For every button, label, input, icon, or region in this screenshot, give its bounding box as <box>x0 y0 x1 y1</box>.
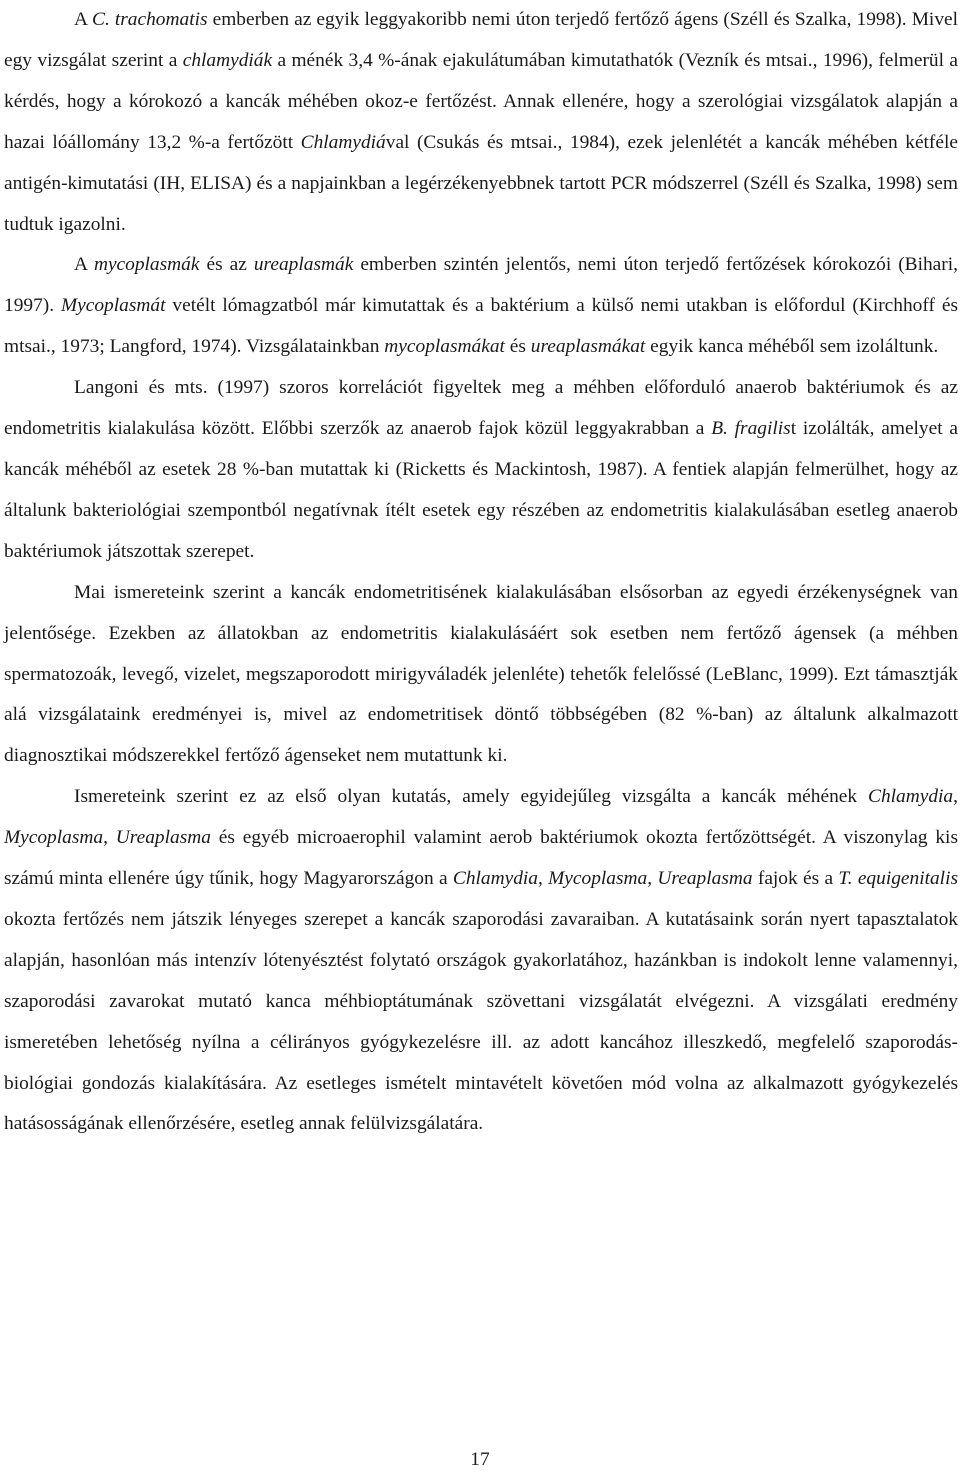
text-run: fajok és a <box>752 868 839 890</box>
text-run: , <box>538 868 549 890</box>
text-run: és az <box>199 254 254 276</box>
text-run: A <box>74 254 94 276</box>
italic-text-run: mycoplasmákat <box>384 336 505 358</box>
italic-text-run: Chlamydia <box>452 868 538 890</box>
text-run: egyik kanca méhéből sem izoláltunk. <box>645 336 939 358</box>
italic-text-run: ureaplasmák <box>253 254 354 276</box>
italic-text-run: mycoplasmák <box>93 254 200 276</box>
italic-text-run: T. equigenitalis <box>838 868 959 890</box>
text-run: Ismereteink szerint ez az első olyan kutatás, amely egyidejűleg vizsgálta a kancák méhének <box>74 786 869 808</box>
text-run: , <box>103 827 116 849</box>
text-run: és egyéb microaerophil valamint aerob baktériumok okozta fertőzöttségét. A viszonylag kis számú minta ellenére úgy tűnik, hogy Magyarországon a <box>4 827 958 890</box>
text-run: t izolálták, amelyet a kancák méhéből az esetek 28 %-ban mutattak ki (Ricketts és Mackintosh, 1987). A fentiek alapján felmerülhet, hogy az általunk bakteriológiai szempontból negatívnak ítélt esetek egy részében az endometritis kialakulásában esetleg anaerob baktériumok játszottak szerepet. <box>4 418 959 562</box>
italic-text-run: Mycoplasmát <box>61 295 166 317</box>
paragraph <box>4 777 958 1145</box>
italic-text-run: ureaplasmákat <box>530 336 646 358</box>
italic-text-run: Mycoplasma <box>4 827 104 849</box>
text-run: és <box>504 336 531 358</box>
text-run: emberben szintén jelentős, nemi úton terjedő fertőzések kórokozói (Bihari, 1997). <box>4 254 958 317</box>
text-run: val (Csukás és mtsai., 1984), ezek jelenlétét a kancák méhében kétféle antigén-kimutatási (IH, ELISA) és a napjainkban a legérzékenyebbnek tartott PCR módszerrel (Széll és Szalka, 1998) sem tudtuk igazolni. <box>4 131 958 235</box>
italic-text-run: C. trachomatis <box>92 9 208 30</box>
text-run: a ménék 3,4 %-ának ejakulátumában kimutathatók (Vezník és mtsai., 1996), felmerül a kérdés, hogy a kórokozó a kancák méhében okoz-e fertőzést. Annak ellenére, hogy a szerológiai vizsgálatok alapján a hazai lóállomány 13,2 %-a fertőzött <box>4 49 958 153</box>
text-run: A <box>74 9 93 30</box>
body-text <box>4 0 958 1145</box>
text-run: vetélt lómagzatból már kimutattak és a baktérium a külső nemi utakban is előfordul (Kirchhoff és mtsai., 1973; Langford, 1974). Vizsgálatainkban <box>4 295 958 358</box>
italic-text-run: Ureaplasma <box>657 868 753 890</box>
text-run: , <box>953 786 958 808</box>
italic-text-run: chlamydiák <box>182 49 273 71</box>
text-run: okozta fertőzés nem játszik lényeges szerepet a kancák szaporodási zavaraiban. A kutatásaink során nyert tapasztalatok alapján, hasonlóan más intenzív lótenyésztést folytató országok gyakorlatához, hazánkban is indokolt lenne valamennyi, szaporodási zavarokat mutató kanca méhbioptátumának szövettani vizsgálatát elvégezni. A vizsgálati eredmény ismeretében lehetőség nyílna a célirányos gyógykezelésre ill. az adott kancához illeszkedő, megfelelő szaporodás-biológiai gondozás kialakítására. Az esetleges ismételt mintavételt követően mód volna az alkalmazott gyógykezelés hatásosságának ellenőrzésére, esetleg annak felülvizsgálatára. <box>4 908 958 1135</box>
paragraph <box>4 368 958 573</box>
text-run: , <box>647 868 658 890</box>
paragraph <box>4 245 958 368</box>
paragraph <box>4 573 958 778</box>
italic-text-run: B. fragilis <box>711 418 791 440</box>
italic-text-run: Mycoplasma <box>548 868 648 890</box>
italic-text-run: Chlamydia <box>868 786 954 808</box>
italic-text-run: Ureaplasma <box>115 827 211 849</box>
italic-text-run: Chlamydiá <box>300 131 386 153</box>
page-number: 17 <box>470 1449 490 1470</box>
text-run: Mai ismereteink szerint a kancák endometritisének kialakulásában elsősorban az egyedi érzékenységnek van jelentősége. Ezekben az állatokban az endometritis kialakulásáért sok esetben nem fertőző ágensek (a méhben spermatozoák, levegő, vizelet, megszaporodott mirigyváladék jelenléte) tehetők felelőssé (LeBlanc, 1999). Ezt támasztják alá vizsgálataink eredményei is, mivel az endometritisek döntő többségében (82 %-ban) az általunk alkalmazott diagnosztikai módszerekkel fertőző ágenseket nem mutattunk ki. <box>4 581 958 767</box>
text-run: Langoni és mts. (1997) szoros korrelációt figyeltek meg a méhben előforduló anaerob baktériumok és az endometritis kialakulása között. Előbbi szerzők az anaerob fajok közül leggyakrabban a <box>4 377 958 440</box>
text-run: emberben az egyik leggyakoribb nemi úton terjedő fertőző ágens (Széll és Szalka, 1998). Mivel egy vizsgálat szerint a <box>4 9 959 71</box>
paragraph <box>4 0 958 245</box>
